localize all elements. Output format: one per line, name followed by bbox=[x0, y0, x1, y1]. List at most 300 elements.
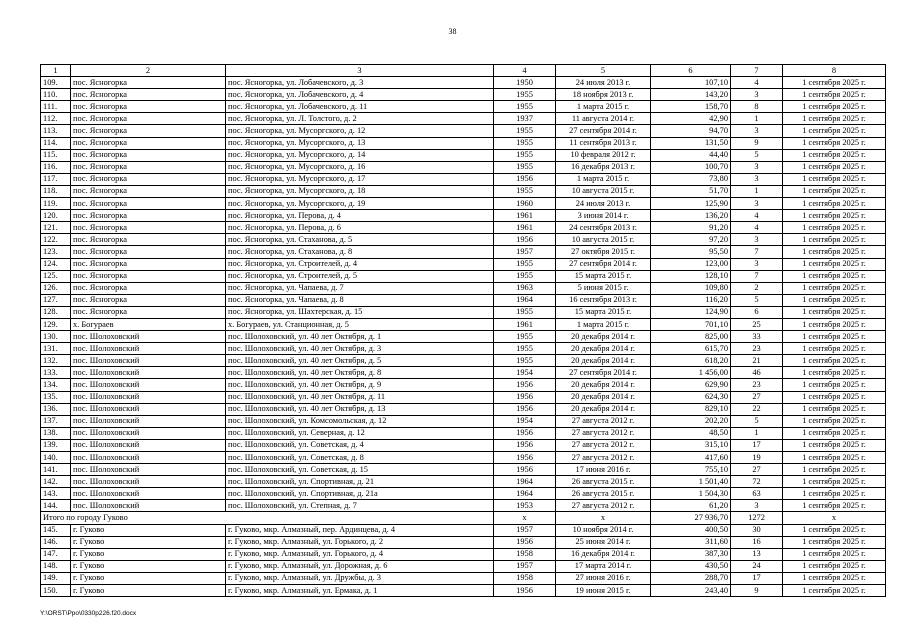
year-cell: 1956 bbox=[494, 379, 556, 391]
address-cell: г. Гуково, мкр. Алмазный, ул. Дорожная, д. 6 bbox=[226, 560, 494, 572]
area-cell: 116,20 bbox=[651, 294, 731, 306]
total-date: x bbox=[556, 512, 651, 524]
address-cell: пос. Ясногорка, ул. Мусоргского, д. 19 bbox=[226, 198, 494, 210]
date-cell: 20 декабря 2014 г. bbox=[556, 343, 651, 355]
table-row bbox=[41, 173, 886, 185]
residents-cell: 19 bbox=[731, 452, 783, 464]
row-number: 138. bbox=[41, 427, 71, 439]
address-cell: х. Богураев, ул. Станционная, д. 5 bbox=[226, 318, 494, 330]
total-section bbox=[41, 512, 886, 524]
deadline-cell: 1 сентября 2025 г. bbox=[783, 572, 886, 584]
footer-file-path: Y:\ORST\Ppo\0330p226.f20.docx bbox=[40, 610, 137, 617]
address-cell: г. Гуково, мкр. Алмазный, ул. Дружбы, д. 3 bbox=[226, 572, 494, 584]
year-cell: 1955 bbox=[494, 343, 556, 355]
column-header: 2 bbox=[71, 65, 226, 77]
date-cell: 24 июля 2013 г. bbox=[556, 77, 651, 89]
row-number: 142. bbox=[41, 476, 71, 488]
year-cell: 1955 bbox=[494, 149, 556, 161]
year-cell: 1955 bbox=[494, 355, 556, 367]
date-cell: 1 марта 2015 г. bbox=[556, 318, 651, 330]
area-cell: 825,00 bbox=[651, 331, 731, 343]
settlement-cell: пос. Ясногорка bbox=[71, 306, 226, 318]
settlement-cell: пос. Ясногорка bbox=[71, 282, 226, 294]
address-cell: пос. Шолоховский, ул. Степная, д. 7 bbox=[226, 500, 494, 512]
year-cell: 1956 bbox=[494, 234, 556, 246]
area-cell: 158,70 bbox=[651, 101, 731, 113]
area-cell: 615,70 bbox=[651, 343, 731, 355]
date-cell: 27 августа 2012 г. bbox=[556, 452, 651, 464]
deadline-cell: 1 сентября 2025 г. bbox=[783, 464, 886, 476]
table-row bbox=[41, 137, 886, 149]
residents-cell: 7 bbox=[731, 246, 783, 258]
residents-cell: 23 bbox=[731, 343, 783, 355]
deadline-cell: 1 сентября 2025 г. bbox=[783, 524, 886, 536]
address-cell: пос. Ясногорка, ул. Перова, д. 6 bbox=[226, 222, 494, 234]
residents-cell: 21 bbox=[731, 355, 783, 367]
date-cell: 27 августа 2012 г. bbox=[556, 415, 651, 427]
area-cell: 624,30 bbox=[651, 391, 731, 403]
column-header: 6 bbox=[651, 65, 731, 77]
table-row bbox=[41, 367, 886, 379]
table-row bbox=[41, 331, 886, 343]
row-number: 132. bbox=[41, 355, 71, 367]
area-cell: 430,50 bbox=[651, 560, 731, 572]
residents-cell: 63 bbox=[731, 488, 783, 500]
row-number: 124. bbox=[41, 258, 71, 270]
row-number: 145. bbox=[41, 524, 71, 536]
date-cell: 27 сентября 2014 г. bbox=[556, 258, 651, 270]
year-cell: 1957 bbox=[494, 524, 556, 536]
settlement-cell: пос. Ясногорка bbox=[71, 222, 226, 234]
row-number: 140. bbox=[41, 452, 71, 464]
deadline-cell: 1 сентября 2025 г. bbox=[783, 500, 886, 512]
settlement-cell: пос. Шолоховский bbox=[71, 464, 226, 476]
address-cell: пос. Ясногорка, ул. Перова, д. 4 bbox=[226, 210, 494, 222]
total-label: Итого по городу Гуково bbox=[41, 512, 494, 524]
year-cell: 1950 bbox=[494, 77, 556, 89]
settlement-cell: пос. Ясногорка bbox=[71, 258, 226, 270]
total-area: 27 936,70 bbox=[651, 512, 731, 524]
table-row bbox=[41, 439, 886, 451]
date-cell: 20 декабря 2014 г. bbox=[556, 331, 651, 343]
deadline-cell: 1 сентября 2025 г. bbox=[783, 246, 886, 258]
row-number: 148. bbox=[41, 560, 71, 572]
row-number: 119. bbox=[41, 198, 71, 210]
area-cell: 131,50 bbox=[651, 137, 731, 149]
address-cell: г. Гуково, мкр. Алмазный, ул. Горького, д. 2 bbox=[226, 536, 494, 548]
address-cell: пос. Ясногорка, ул. Стаханова, д. 5 bbox=[226, 234, 494, 246]
settlement-cell: пос. Шолоховский bbox=[71, 367, 226, 379]
residents-cell: 3 bbox=[731, 258, 783, 270]
address-cell: пос. Ясногорка, ул. Лобачевского, д. 4 bbox=[226, 89, 494, 101]
address-cell: пос. Шолоховский, ул. Комсомольская, д. 12 bbox=[226, 415, 494, 427]
year-cell: 1957 bbox=[494, 246, 556, 258]
column-number-row bbox=[41, 65, 886, 77]
table-row bbox=[41, 101, 886, 113]
table-row bbox=[41, 222, 886, 234]
column-header: 1 bbox=[41, 65, 71, 77]
year-cell: 1957 bbox=[494, 560, 556, 572]
address-cell: пос. Ясногорка, ул. Строителей, д. 4 bbox=[226, 258, 494, 270]
settlement-cell: пос. Шолоховский bbox=[71, 452, 226, 464]
year-cell: 1960 bbox=[494, 198, 556, 210]
year-cell: 1955 bbox=[494, 137, 556, 149]
residents-cell: 3 bbox=[731, 89, 783, 101]
row-number: 150. bbox=[41, 585, 71, 597]
deadline-cell: 1 сентября 2025 г. bbox=[783, 113, 886, 125]
address-cell: пос. Ясногорка, ул. Мусоргского, д. 14 bbox=[226, 149, 494, 161]
table-row bbox=[41, 500, 886, 512]
date-cell: 17 марта 2014 г. bbox=[556, 560, 651, 572]
settlement-cell: пос. Ясногорка bbox=[71, 246, 226, 258]
deadline-cell: 1 сентября 2025 г. bbox=[783, 585, 886, 597]
address-cell: пос. Шолоховский, ул. 40 лет Октября, д. 13 bbox=[226, 403, 494, 415]
settlement-cell: пос. Ясногорка bbox=[71, 77, 226, 89]
date-cell: 17 июня 2016 г. bbox=[556, 464, 651, 476]
date-cell: 1 марта 2015 г. bbox=[556, 173, 651, 185]
column-header: 7 bbox=[731, 65, 783, 77]
settlement-cell: г. Гуково bbox=[71, 548, 226, 560]
row-number: 116. bbox=[41, 161, 71, 173]
table-row bbox=[41, 548, 886, 560]
table-row bbox=[41, 125, 886, 137]
column-header: 3 bbox=[226, 65, 494, 77]
deadline-cell: 1 сентября 2025 г. bbox=[783, 536, 886, 548]
area-cell: 94,70 bbox=[651, 125, 731, 137]
date-cell: 24 сентября 2013 г. bbox=[556, 222, 651, 234]
settlement-cell: пос. Шолоховский bbox=[71, 439, 226, 451]
year-cell: 1956 bbox=[494, 439, 556, 451]
residents-cell: 5 bbox=[731, 415, 783, 427]
table-row bbox=[41, 536, 886, 548]
area-cell: 91,20 bbox=[651, 222, 731, 234]
date-cell: 10 августа 2015 г. bbox=[556, 185, 651, 197]
table-row bbox=[41, 161, 886, 173]
settlement-cell: пос. Шолоховский bbox=[71, 488, 226, 500]
residents-cell: 7 bbox=[731, 270, 783, 282]
residents-cell: 46 bbox=[731, 367, 783, 379]
settlement-cell: пос. Ясногорка bbox=[71, 125, 226, 137]
date-cell: 25 июня 2014 г. bbox=[556, 536, 651, 548]
residents-cell: 5 bbox=[731, 149, 783, 161]
area-cell: 315,10 bbox=[651, 439, 731, 451]
row-number: 112. bbox=[41, 113, 71, 125]
residents-cell: 17 bbox=[731, 572, 783, 584]
area-cell: 400,50 bbox=[651, 524, 731, 536]
date-cell: 24 июля 2013 г. bbox=[556, 198, 651, 210]
housing-registry-table bbox=[40, 64, 886, 597]
address-cell: пос. Шолоховский, ул. Спортивная, д. 21а bbox=[226, 488, 494, 500]
date-cell: 20 декабря 2014 г. bbox=[556, 391, 651, 403]
date-cell: 27 августа 2012 г. bbox=[556, 427, 651, 439]
settlement-cell: пос. Ясногорка bbox=[71, 270, 226, 282]
row-number: 113. bbox=[41, 125, 71, 137]
deadline-cell: 1 сентября 2025 г. bbox=[783, 343, 886, 355]
deadline-cell: 1 сентября 2025 г. bbox=[783, 234, 886, 246]
date-cell: 27 августа 2012 г. bbox=[556, 439, 651, 451]
address-cell: пос. Шолоховский, ул. Советская, д. 4 bbox=[226, 439, 494, 451]
row-number: 126. bbox=[41, 282, 71, 294]
residents-cell: 33 bbox=[731, 331, 783, 343]
column-header: 4 bbox=[494, 65, 556, 77]
year-cell: 1956 bbox=[494, 464, 556, 476]
table-row bbox=[41, 464, 886, 476]
settlement-cell: г. Гуково bbox=[71, 572, 226, 584]
settlement-cell: пос. Шолоховский bbox=[71, 355, 226, 367]
address-cell: пос. Ясногорка, ул. Мусоргского, д. 18 bbox=[226, 185, 494, 197]
date-cell: 10 февраля 2012 г. bbox=[556, 149, 651, 161]
area-cell: 1 501,40 bbox=[651, 476, 731, 488]
address-cell: пос. Ясногорка, ул. Чапаева, д. 8 bbox=[226, 294, 494, 306]
year-cell: 1961 bbox=[494, 318, 556, 330]
row-number: 141. bbox=[41, 464, 71, 476]
residents-cell: 1 bbox=[731, 113, 783, 125]
date-cell: 27 сентября 2014 г. bbox=[556, 125, 651, 137]
date-cell: 26 августа 2015 г. bbox=[556, 476, 651, 488]
table-row bbox=[41, 379, 886, 391]
residents-cell: 72 bbox=[731, 476, 783, 488]
date-cell: 10 ноября 2014 г. bbox=[556, 524, 651, 536]
settlement-cell: пос. Ясногорка bbox=[71, 294, 226, 306]
residents-cell: 23 bbox=[731, 379, 783, 391]
address-cell: пос. Ясногорка, ул. Лобачевского, д. 11 bbox=[226, 101, 494, 113]
year-cell: 1961 bbox=[494, 222, 556, 234]
year-cell: 1964 bbox=[494, 476, 556, 488]
table-row bbox=[41, 585, 886, 597]
year-cell: 1956 bbox=[494, 173, 556, 185]
residents-cell: 3 bbox=[731, 234, 783, 246]
table-row bbox=[41, 476, 886, 488]
row-number: 127. bbox=[41, 294, 71, 306]
table-row bbox=[41, 198, 886, 210]
table-row bbox=[41, 560, 886, 572]
residents-cell: 6 bbox=[731, 306, 783, 318]
area-cell: 51,70 bbox=[651, 185, 731, 197]
date-cell: 20 декабря 2014 г. bbox=[556, 403, 651, 415]
table-row bbox=[41, 391, 886, 403]
row-number: 117. bbox=[41, 173, 71, 185]
area-cell: 243,40 bbox=[651, 585, 731, 597]
row-number: 128. bbox=[41, 306, 71, 318]
year-cell: 1958 bbox=[494, 572, 556, 584]
deadline-cell: 1 сентября 2025 г. bbox=[783, 161, 886, 173]
residents-cell: 3 bbox=[731, 173, 783, 185]
row-number: 139. bbox=[41, 439, 71, 451]
residents-cell: 3 bbox=[731, 161, 783, 173]
row-number: 123. bbox=[41, 246, 71, 258]
residents-cell: 25 bbox=[731, 318, 783, 330]
table-row bbox=[41, 89, 886, 101]
area-cell: 48,50 bbox=[651, 427, 731, 439]
deadline-cell: 1 сентября 2025 г. bbox=[783, 391, 886, 403]
date-cell: 16 декабря 2014 г. bbox=[556, 548, 651, 560]
residents-cell: 4 bbox=[731, 77, 783, 89]
address-cell: пос. Шолоховский, ул. Спортивная, д. 21 bbox=[226, 476, 494, 488]
year-cell: 1955 bbox=[494, 125, 556, 137]
area-cell: 311,60 bbox=[651, 536, 731, 548]
table-row bbox=[41, 149, 886, 161]
area-cell: 124,90 bbox=[651, 306, 731, 318]
table-row bbox=[41, 270, 886, 282]
settlement-cell: пос. Шолоховский bbox=[71, 415, 226, 427]
address-cell: пос. Шолоховский, ул. Советская, д. 8 bbox=[226, 452, 494, 464]
deadline-cell: 1 сентября 2025 г. bbox=[783, 560, 886, 572]
residents-cell: 5 bbox=[731, 294, 783, 306]
deadline-cell: 1 сентября 2025 г. bbox=[783, 77, 886, 89]
residents-cell: 17 bbox=[731, 439, 783, 451]
address-cell: пос. Ясногорка, ул. Стаханова, д. 8 bbox=[226, 246, 494, 258]
date-cell: 3 июня 2014 г. bbox=[556, 210, 651, 222]
total-deadline: x bbox=[783, 512, 886, 524]
address-cell: пос. Ясногорка, ул. Мусоргского, д. 13 bbox=[226, 137, 494, 149]
table-row bbox=[41, 427, 886, 439]
area-cell: 143,20 bbox=[651, 89, 731, 101]
settlement-cell: пос. Ясногорка bbox=[71, 210, 226, 222]
address-cell: пос. Ясногорка, ул. Мусоргского, д. 17 bbox=[226, 173, 494, 185]
row-number: 136. bbox=[41, 403, 71, 415]
deadline-cell: 1 сентября 2025 г. bbox=[783, 306, 886, 318]
residents-cell: 27 bbox=[731, 391, 783, 403]
deadline-cell: 1 сентября 2025 г. bbox=[783, 355, 886, 367]
table-row bbox=[41, 282, 886, 294]
date-cell: 26 августа 2015 г. bbox=[556, 488, 651, 500]
page-number: 38 bbox=[448, 27, 457, 36]
settlement-cell: пос. Ясногорка bbox=[71, 161, 226, 173]
table-row bbox=[41, 246, 886, 258]
row-number: 134. bbox=[41, 379, 71, 391]
date-cell: 27 октября 2015 г. bbox=[556, 246, 651, 258]
row-number: 149. bbox=[41, 572, 71, 584]
table-row bbox=[41, 258, 886, 270]
settlement-cell: х. Богураев bbox=[71, 318, 226, 330]
settlement-cell: пос. Ясногорка bbox=[71, 185, 226, 197]
residents-cell: 1 bbox=[731, 427, 783, 439]
row-number: 111. bbox=[41, 101, 71, 113]
area-cell: 61,20 bbox=[651, 500, 731, 512]
date-cell: 15 марта 2015 г. bbox=[556, 306, 651, 318]
residents-cell: 4 bbox=[731, 210, 783, 222]
total-residents: 1272 bbox=[731, 512, 783, 524]
area-cell: 109,80 bbox=[651, 282, 731, 294]
residents-cell: 4 bbox=[731, 222, 783, 234]
settlement-cell: пос. Ясногорка bbox=[71, 101, 226, 113]
settlement-cell: пос. Шолоховский bbox=[71, 379, 226, 391]
row-number: 118. bbox=[41, 185, 71, 197]
table-row bbox=[41, 318, 886, 330]
year-cell: 1954 bbox=[494, 415, 556, 427]
address-cell: пос. Шолоховский, ул. Советская, д. 15 bbox=[226, 464, 494, 476]
date-cell: 27 июня 2016 г. bbox=[556, 572, 651, 584]
row-number: 143. bbox=[41, 488, 71, 500]
residents-cell: 9 bbox=[731, 137, 783, 149]
area-cell: 1 456,00 bbox=[651, 367, 731, 379]
address-cell: пос. Ясногорка, ул. Строителей, д. 5 bbox=[226, 270, 494, 282]
year-cell: 1955 bbox=[494, 258, 556, 270]
date-cell: 18 ноября 2013 г. bbox=[556, 89, 651, 101]
deadline-cell: 1 сентября 2025 г. bbox=[783, 149, 886, 161]
deadline-cell: 1 сентября 2025 г. bbox=[783, 210, 886, 222]
deadline-cell: 1 сентября 2025 г. bbox=[783, 222, 886, 234]
settlement-cell: пос. Шолоховский bbox=[71, 500, 226, 512]
residents-cell: 22 bbox=[731, 403, 783, 415]
deadline-cell: 1 сентября 2025 г. bbox=[783, 198, 886, 210]
year-cell: 1955 bbox=[494, 161, 556, 173]
area-cell: 288,70 bbox=[651, 572, 731, 584]
date-cell: 16 декабря 2013 г. bbox=[556, 161, 651, 173]
address-cell: г. Гуково, мкр. Алмазный, пер. Ардинцева, д. 4 bbox=[226, 524, 494, 536]
settlement-cell: г. Гуково bbox=[71, 585, 226, 597]
total-year: x bbox=[494, 512, 556, 524]
deadline-cell: 1 сентября 2025 г. bbox=[783, 415, 886, 427]
area-cell: 417,60 bbox=[651, 452, 731, 464]
area-cell: 202,20 bbox=[651, 415, 731, 427]
row-number: 135. bbox=[41, 391, 71, 403]
year-cell: 1956 bbox=[494, 403, 556, 415]
deadline-cell: 1 сентября 2025 г. bbox=[783, 548, 886, 560]
settlement-cell: пос. Шолоховский bbox=[71, 427, 226, 439]
deadline-cell: 1 сентября 2025 г. bbox=[783, 270, 886, 282]
address-cell: г. Гуково, мкр. Алмазный, ул. Ермака, д. 1 bbox=[226, 585, 494, 597]
year-cell: 1956 bbox=[494, 585, 556, 597]
year-cell: 1956 bbox=[494, 391, 556, 403]
address-cell: пос. Шолоховский, ул. 40 лет Октября, д. 1 bbox=[226, 331, 494, 343]
residents-cell: 16 bbox=[731, 536, 783, 548]
year-cell: 1956 bbox=[494, 452, 556, 464]
deadline-cell: 1 сентября 2025 г. bbox=[783, 439, 886, 451]
address-cell: пос. Шолоховский, ул. 40 лет Октября, д. 8 bbox=[226, 367, 494, 379]
area-cell: 128,10 bbox=[651, 270, 731, 282]
table-row bbox=[41, 306, 886, 318]
settlement-cell: пос. Шолоховский bbox=[71, 391, 226, 403]
address-cell: пос. Шолоховский, ул. Северная, д. 12 bbox=[226, 427, 494, 439]
deadline-cell: 1 сентября 2025 г. bbox=[783, 137, 886, 149]
date-cell: 20 декабря 2014 г. bbox=[556, 355, 651, 367]
year-cell: 1955 bbox=[494, 331, 556, 343]
table-row bbox=[41, 452, 886, 464]
date-cell: 1 марта 2015 г. bbox=[556, 101, 651, 113]
year-cell: 1955 bbox=[494, 306, 556, 318]
deadline-cell: 1 сентября 2025 г. bbox=[783, 282, 886, 294]
table-row bbox=[41, 210, 886, 222]
total-row bbox=[41, 512, 886, 524]
row-number: 147. bbox=[41, 548, 71, 560]
year-cell: 1955 bbox=[494, 270, 556, 282]
settlement-cell: пос. Шолоховский bbox=[71, 476, 226, 488]
year-cell: 1958 bbox=[494, 548, 556, 560]
deadline-cell: 1 сентября 2025 г. bbox=[783, 403, 886, 415]
address-cell: пос. Ясногорка, ул. Шахтерская, д. 15 bbox=[226, 306, 494, 318]
deadline-cell: 1 сентября 2025 г. bbox=[783, 125, 886, 137]
table-row bbox=[41, 415, 886, 427]
row-number: 125. bbox=[41, 270, 71, 282]
deadline-cell: 1 сентября 2025 г. bbox=[783, 331, 886, 343]
date-cell: 15 марта 2015 г. bbox=[556, 270, 651, 282]
date-cell: 27 сентября 2014 г. bbox=[556, 367, 651, 379]
area-cell: 97,20 bbox=[651, 234, 731, 246]
column-header: 8 bbox=[783, 65, 886, 77]
deadline-cell: 1 сентября 2025 г. bbox=[783, 89, 886, 101]
date-cell: 10 августа 2015 г. bbox=[556, 234, 651, 246]
address-cell: пос. Ясногорка, ул. Мусоргского, д. 12 bbox=[226, 125, 494, 137]
row-number: 137. bbox=[41, 415, 71, 427]
table-row bbox=[41, 403, 886, 415]
deadline-cell: 1 сентября 2025 г. bbox=[783, 379, 886, 391]
row-number: 120. bbox=[41, 210, 71, 222]
row-number: 114. bbox=[41, 137, 71, 149]
area-cell: 1 504,30 bbox=[651, 488, 731, 500]
deadline-cell: 1 сентября 2025 г. bbox=[783, 452, 886, 464]
deadline-cell: 1 сентября 2025 г. bbox=[783, 318, 886, 330]
